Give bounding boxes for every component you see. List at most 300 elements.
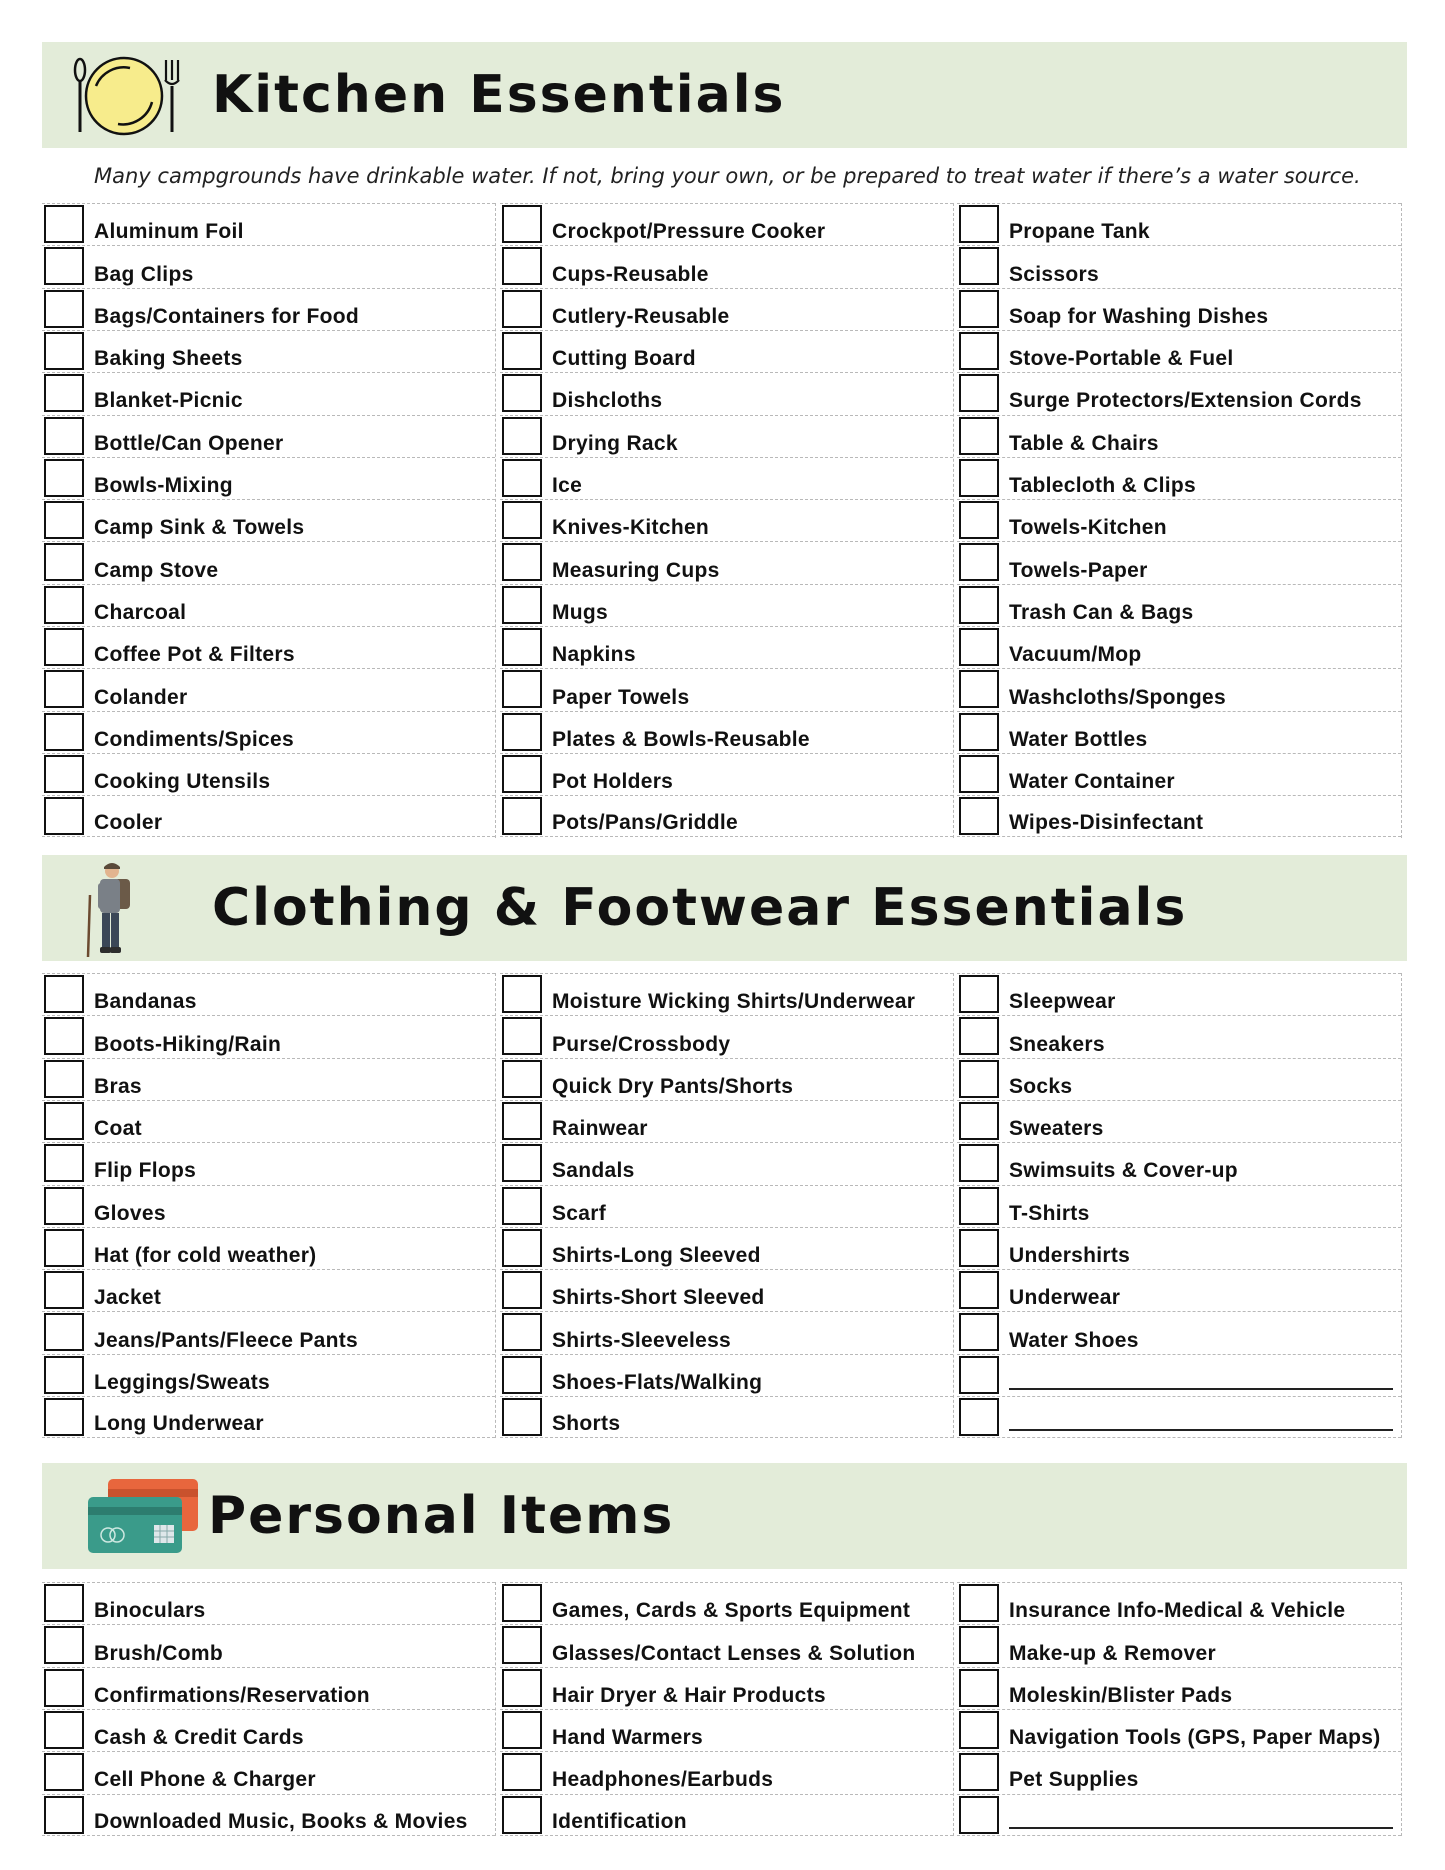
checklist-row — [957, 1667, 1401, 1709]
checklist-item-label: Camp Stove — [94, 558, 219, 582]
checklist-row — [42, 1582, 495, 1624]
checklist-row — [42, 1269, 495, 1311]
checklist-row — [42, 1100, 495, 1142]
checkbox[interactable] — [959, 1017, 999, 1055]
checklist-item-label: Paper Towels — [552, 685, 690, 709]
checkbox[interactable] — [502, 1313, 542, 1351]
checklist-item-label: Make-up & Remover — [1009, 1641, 1216, 1665]
checklist-item-label: Flip Flops — [94, 1159, 197, 1183]
checklist-item-label: Surge Protectors/Extension Cords — [1009, 389, 1362, 413]
checkbox[interactable] — [959, 417, 999, 455]
checkbox[interactable] — [959, 459, 999, 497]
checklist-column-1 — [42, 203, 496, 838]
checklist-row — [957, 1396, 1401, 1438]
checklist-row — [957, 1582, 1401, 1624]
checklist-row — [42, 626, 495, 668]
checklist-item-label: Jeans/Pants/Fleece Pants — [94, 1328, 358, 1352]
checklist-row — [500, 711, 953, 753]
checklist-item-label: Undershirts — [1009, 1244, 1131, 1268]
checklist-row — [42, 1624, 495, 1666]
checkbox[interactable] — [44, 1626, 84, 1664]
blank-write-in-line[interactable] — [1009, 1388, 1393, 1390]
checklist-item-label: Swimsuits & Cover-up — [1009, 1159, 1238, 1183]
checkbox[interactable] — [502, 1711, 542, 1749]
checkbox[interactable] — [959, 628, 999, 666]
checklist-column-2 — [500, 973, 954, 1438]
checkbox[interactable] — [502, 1229, 542, 1267]
checklist-item-label: Wipes-Disinfectant — [1009, 811, 1204, 835]
checkbox[interactable] — [959, 1626, 999, 1664]
checklist-item-label: Stove-Portable & Fuel — [1009, 347, 1234, 371]
checkbox[interactable] — [502, 417, 542, 455]
checklist-row — [957, 1058, 1401, 1100]
checkbox[interactable] — [44, 290, 84, 328]
checklist-item-label: Coffee Pot & Filters — [94, 643, 295, 667]
checklist-row — [500, 203, 953, 245]
checklist-row — [500, 973, 953, 1015]
checklist-row — [500, 372, 953, 414]
checkbox[interactable] — [44, 247, 84, 285]
checklist-row — [500, 584, 953, 626]
checkbox[interactable] — [959, 1102, 999, 1140]
checklist-item-label: Napkins — [552, 643, 636, 667]
checkbox[interactable] — [502, 501, 542, 539]
checkbox[interactable] — [502, 1398, 542, 1436]
checklist-row — [42, 584, 495, 626]
checkbox[interactable] — [959, 1060, 999, 1098]
checklist-item-label: Headphones/Earbuds — [552, 1768, 774, 1792]
checklist-row — [957, 753, 1401, 795]
checkbox[interactable] — [502, 1753, 542, 1791]
checklist-item-label: Bottle/Can Opener — [94, 431, 284, 455]
checklist-row — [42, 1354, 495, 1396]
checkbox[interactable] — [502, 975, 542, 1013]
checklist-item-label: Scissors — [1009, 262, 1099, 286]
checkbox[interactable] — [502, 205, 542, 243]
checklist-item-label: Pots/Pans/Griddle — [552, 811, 738, 835]
checkbox[interactable] — [959, 205, 999, 243]
checklist-row — [500, 753, 953, 795]
checklist-row — [957, 1227, 1401, 1269]
checklist-row — [957, 203, 1401, 245]
checklist-row — [42, 795, 495, 837]
checkbox[interactable] — [502, 1187, 542, 1225]
checklist-item-label: Dishcloths — [552, 389, 663, 413]
checklist-item-label: Propane Tank — [1009, 220, 1150, 244]
checklist-item-label: Leggings/Sweats — [94, 1370, 271, 1394]
checkbox[interactable] — [44, 586, 84, 624]
checklist-item-label: Moisture Wicking Shirts/Underwear — [552, 990, 916, 1014]
checklist-item-label: Shoes-Flats/Walking — [552, 1370, 763, 1394]
checklist-row — [500, 1709, 953, 1751]
checklist-item-label: Cell Phone & Charger — [94, 1768, 316, 1792]
checkbox[interactable] — [502, 1796, 542, 1834]
checklist-item-label: Boots-Hiking/Rain — [94, 1032, 282, 1056]
checklist-item-label: Cups-Reusable — [552, 262, 709, 286]
checkbox[interactable] — [502, 1060, 542, 1098]
checkbox[interactable] — [44, 1669, 84, 1707]
checklist-item-label: Cooler — [94, 811, 163, 835]
checklist-row — [500, 1751, 953, 1793]
checkbox[interactable] — [959, 247, 999, 285]
personal-title: Personal Items — [208, 1486, 675, 1546]
checklist-item-label: Brush/Comb — [94, 1641, 223, 1665]
checkbox[interactable] — [502, 247, 542, 285]
checkbox[interactable] — [959, 1144, 999, 1182]
checklist-row — [500, 288, 953, 330]
checkbox[interactable] — [44, 332, 84, 370]
checklist-row — [957, 415, 1401, 457]
checklist-item-label: Sweaters — [1009, 1117, 1104, 1141]
checklist-item-label: Towels-Kitchen — [1009, 516, 1167, 540]
kitchen-checklist — [42, 203, 1402, 838]
checklist-row — [957, 1142, 1401, 1184]
checklist-row — [500, 1058, 953, 1100]
checkbox[interactable] — [502, 1669, 542, 1707]
checklist-row — [957, 1185, 1401, 1227]
checkbox[interactable] — [44, 501, 84, 539]
checklist-row — [42, 1227, 495, 1269]
checklist-row — [42, 1794, 495, 1836]
checkbox[interactable] — [502, 459, 542, 497]
checkbox[interactable] — [959, 1229, 999, 1267]
kitchen-banner — [42, 42, 1407, 148]
checkbox[interactable] — [959, 1313, 999, 1351]
checkbox[interactable] — [44, 1060, 84, 1098]
checklist-row — [500, 1269, 953, 1311]
checklist-row — [500, 330, 953, 372]
checklist-row — [500, 1794, 953, 1836]
checklist-item-label: Sleepwear — [1009, 990, 1116, 1014]
checklist-column-3 — [957, 1582, 1402, 1836]
checklist-item-label: Scarf — [552, 1201, 607, 1225]
checkbox[interactable] — [502, 332, 542, 370]
checkbox[interactable] — [44, 1229, 84, 1267]
checkbox[interactable] — [44, 1356, 84, 1394]
checkbox[interactable] — [959, 713, 999, 751]
checklist-item-label: Water Container — [1009, 770, 1175, 794]
checklist-row — [500, 1354, 953, 1396]
checklist-row — [42, 1667, 495, 1709]
checklist-row — [500, 668, 953, 710]
checklist-row — [957, 973, 1401, 1015]
checkbox[interactable] — [502, 628, 542, 666]
checklist-item-label: Rainwear — [552, 1117, 648, 1141]
checklist-row — [42, 457, 495, 499]
checklist-item-label: Glasses/Contact Lenses & Solution — [552, 1641, 916, 1665]
checkbox[interactable] — [44, 1271, 84, 1309]
checkbox[interactable] — [44, 543, 84, 581]
checklist-row — [42, 330, 495, 372]
checkbox[interactable] — [959, 1398, 999, 1436]
checklist-row — [42, 1396, 495, 1438]
checklist-row — [957, 584, 1401, 626]
checklist-item-label: Water Bottles — [1009, 727, 1148, 751]
personal-checklist — [42, 1582, 1402, 1836]
checklist-item-label: Trash Can & Bags — [1009, 600, 1194, 624]
checklist-item-label: Cash & Credit Cards — [94, 1726, 304, 1750]
checklist-item-label: Hat (for cold weather) — [94, 1244, 317, 1268]
checklist-item-label: Socks — [1009, 1074, 1073, 1098]
checklist-item-label: Purse/Crossbody — [552, 1032, 731, 1056]
checkbox[interactable] — [44, 1313, 84, 1351]
checklist-item-label: Underwear — [1009, 1286, 1121, 1310]
checklist-item-label: Quick Dry Pants/Shorts — [552, 1074, 794, 1098]
checkbox[interactable] — [44, 1711, 84, 1749]
checkbox[interactable] — [959, 755, 999, 793]
checklist-item-label: Shorts — [552, 1412, 621, 1436]
checklist-row — [957, 1354, 1401, 1396]
checklist-row — [42, 668, 495, 710]
checklist-row — [500, 626, 953, 668]
checklist-item-label: Coat — [94, 1117, 142, 1141]
checkbox[interactable] — [502, 797, 542, 835]
checkbox[interactable] — [44, 1187, 84, 1225]
checkbox[interactable] — [44, 1017, 84, 1055]
checklist-item-label: Washcloths/Sponges — [1009, 685, 1226, 709]
checklist-item-label: Aluminum Foil — [94, 220, 244, 244]
checklist-item-label: Binoculars — [94, 1599, 206, 1623]
checklist-row — [500, 1667, 953, 1709]
checkbox[interactable] — [502, 1584, 542, 1622]
checklist-item-label: Moleskin/Blister Pads — [1009, 1683, 1233, 1707]
checkbox[interactable] — [959, 1187, 999, 1225]
hiker-icon — [82, 859, 138, 963]
checklist-item-label: Blanket-Picnic — [94, 389, 243, 413]
checkbox[interactable] — [502, 1271, 542, 1309]
checklist-item-label: Insurance Info-Medical & Vehicle — [1009, 1599, 1346, 1623]
blank-write-in-line[interactable] — [1009, 1827, 1393, 1829]
checkbox[interactable] — [502, 1356, 542, 1394]
checklist-item-label: Soap for Washing Dishes — [1009, 304, 1269, 328]
checklist-item-label: Condiments/Spices — [94, 727, 294, 751]
checkbox[interactable] — [959, 1271, 999, 1309]
checklist-row — [957, 1269, 1401, 1311]
checklist-item-label: Bras — [94, 1074, 142, 1098]
checklist-row — [42, 1751, 495, 1793]
checklist-item-label: Sandals — [552, 1159, 635, 1183]
checklist-item-label: Cutlery-Reusable — [552, 304, 730, 328]
checklist-item-label: Gloves — [94, 1201, 166, 1225]
checklist-row — [957, 1100, 1401, 1142]
checklist-item-label: Shirts-Long Sleeved — [552, 1244, 761, 1268]
checkbox[interactable] — [44, 1796, 84, 1834]
checkbox[interactable] — [44, 755, 84, 793]
checkbox[interactable] — [44, 1144, 84, 1182]
checklist-column-1 — [42, 1582, 496, 1836]
checkbox[interactable] — [959, 374, 999, 412]
checklist-item-label: Shirts-Short Sleeved — [552, 1286, 765, 1310]
checkbox[interactable] — [502, 374, 542, 412]
checkbox[interactable] — [959, 1584, 999, 1622]
checkbox[interactable] — [959, 501, 999, 539]
checklist-item-label: Confirmations/Reservation — [94, 1683, 370, 1707]
personal-banner — [42, 1463, 1407, 1569]
checklist-row — [42, 245, 495, 287]
checklist-item-label: Cutting Board — [552, 347, 696, 371]
checklist-row — [42, 1015, 495, 1057]
checklist-row — [42, 541, 495, 583]
checklist-item-label: Ice — [552, 474, 583, 498]
checklist-row — [500, 1624, 953, 1666]
checkbox[interactable] — [44, 417, 84, 455]
checkbox[interactable] — [502, 1017, 542, 1055]
checklist-row — [957, 1794, 1401, 1836]
checklist-row — [500, 415, 953, 457]
checkbox[interactable] — [44, 797, 84, 835]
checklist-row — [957, 1751, 1401, 1793]
checklist-item-label: Hand Warmers — [552, 1726, 704, 1750]
checkbox[interactable] — [959, 543, 999, 581]
checkbox[interactable] — [44, 374, 84, 412]
checkbox[interactable] — [44, 459, 84, 497]
checklist-item-label: Baking Sheets — [94, 347, 243, 371]
checklist-item-label: Tablecloth & Clips — [1009, 474, 1197, 498]
checkbox[interactable] — [44, 1584, 84, 1622]
checklist-item-label: Cooking Utensils — [94, 770, 271, 794]
checklist-row — [957, 288, 1401, 330]
checklist-item-label: Colander — [94, 685, 188, 709]
checklist-row — [957, 1624, 1401, 1666]
blank-write-in-line[interactable] — [1009, 1429, 1393, 1431]
credit-cards-icon — [88, 1477, 200, 1561]
checklist-row — [957, 795, 1401, 837]
checkbox[interactable] — [44, 628, 84, 666]
checklist-item-label: Hair Dryer & Hair Products — [552, 1683, 826, 1707]
checkbox[interactable] — [502, 670, 542, 708]
checkbox[interactable] — [959, 975, 999, 1013]
checklist-row — [957, 457, 1401, 499]
water-note: Many campgrounds have drinkable water. If not, bring your own, or be prepared to treat water if there’s a water source. — [94, 164, 1361, 188]
checkbox[interactable] — [959, 290, 999, 328]
checkbox[interactable] — [44, 975, 84, 1013]
checkbox[interactable] — [502, 755, 542, 793]
checklist-row — [500, 1142, 953, 1184]
checklist-item-label: Pet Supplies — [1009, 1768, 1139, 1792]
checkbox[interactable] — [502, 1626, 542, 1664]
checklist-row — [500, 1185, 953, 1227]
checklist-item-label: Vacuum/Mop — [1009, 643, 1142, 667]
checklist-row — [957, 1015, 1401, 1057]
checkbox[interactable] — [502, 543, 542, 581]
checklist-item-label: Navigation Tools (GPS, Paper Maps) — [1009, 1726, 1381, 1750]
checklist-item-label: Long Underwear — [94, 1412, 264, 1436]
checklist-row — [42, 288, 495, 330]
checkbox[interactable] — [959, 1753, 999, 1791]
checklist-row — [42, 1058, 495, 1100]
checkbox[interactable] — [959, 586, 999, 624]
checklist-row — [42, 711, 495, 753]
checklist-item-label: Mugs — [552, 600, 609, 624]
checkbox[interactable] — [44, 1398, 84, 1436]
checklist-row — [500, 1396, 953, 1438]
checkbox[interactable] — [502, 1144, 542, 1182]
checklist-row — [957, 626, 1401, 668]
checklist-row — [957, 541, 1401, 583]
checklist-row — [957, 1311, 1401, 1353]
checkbox[interactable] — [44, 1102, 84, 1140]
checkbox[interactable] — [502, 290, 542, 328]
checklist-row — [500, 1100, 953, 1142]
checkbox[interactable] — [959, 1669, 999, 1707]
checklist-item-label: Identification — [552, 1809, 687, 1833]
checklist-item-label: Shirts-Sleeveless — [552, 1328, 732, 1352]
checkbox[interactable] — [959, 332, 999, 370]
checklist-column-2 — [500, 203, 954, 838]
checklist-row — [957, 245, 1401, 287]
checklist-row — [42, 1142, 495, 1184]
checklist-column-1 — [42, 973, 496, 1438]
clothing-checklist — [42, 973, 1402, 1438]
checklist-row — [42, 973, 495, 1015]
plate-fork-spoon-icon — [70, 54, 180, 142]
checklist-row — [42, 1185, 495, 1227]
checkbox[interactable] — [44, 713, 84, 751]
checklist-row — [957, 1709, 1401, 1751]
checkbox[interactable] — [44, 205, 84, 243]
checkbox[interactable] — [502, 1102, 542, 1140]
checklist-column-3 — [957, 973, 1402, 1438]
checklist-item-label: Jacket — [94, 1286, 162, 1310]
checkbox[interactable] — [959, 1356, 999, 1394]
checkbox[interactable] — [959, 797, 999, 835]
checklist-item-label: T-Shirts — [1009, 1201, 1090, 1225]
checkbox[interactable] — [44, 670, 84, 708]
checklist-row — [42, 372, 495, 414]
checklist-item-label: Drying Rack — [552, 431, 678, 455]
checklist-item-label: Crockpot/Pressure Cooker — [552, 220, 826, 244]
checklist-column-2 — [500, 1582, 954, 1836]
checklist-row — [500, 1015, 953, 1057]
checklist-item-label: Towels-Paper — [1009, 558, 1148, 582]
checklist-row — [500, 457, 953, 499]
checklist-item-label: Sneakers — [1009, 1032, 1105, 1056]
checklist-item-label: Camp Sink & Towels — [94, 516, 305, 540]
checklist-item-label: Table & Chairs — [1009, 431, 1159, 455]
clothing-title: Clothing & Footwear Essentials — [212, 878, 1188, 938]
checkbox[interactable] — [959, 670, 999, 708]
checklist-item-label: Bowls-Mixing — [94, 474, 233, 498]
checklist-row — [500, 1311, 953, 1353]
checklist-row — [500, 795, 953, 837]
checkbox[interactable] — [959, 1711, 999, 1749]
checklist-row — [957, 372, 1401, 414]
kitchen-title: Kitchen Essentials — [212, 65, 786, 125]
checklist-item-label: Games, Cards & Sports Equipment — [552, 1599, 911, 1623]
checklist-item-label: Plates & Bowls-Reusable — [552, 727, 810, 751]
checklist-row — [957, 668, 1401, 710]
checklist-item-label: Downloaded Music, Books & Movies — [94, 1809, 468, 1833]
checkbox[interactable] — [502, 586, 542, 624]
checklist-row — [957, 499, 1401, 541]
checklist-item-label: Bag Clips — [94, 262, 194, 286]
checklist-item-label: Measuring Cups — [552, 558, 720, 582]
checklist-row — [500, 499, 953, 541]
checklist-item-label: Pot Holders — [552, 770, 674, 794]
checkbox[interactable] — [959, 1796, 999, 1834]
clothing-banner — [42, 855, 1407, 961]
checklist-row — [42, 415, 495, 457]
checklist-row — [42, 1709, 495, 1751]
checklist-item-label: Knives-Kitchen — [552, 516, 710, 540]
checklist-row — [500, 245, 953, 287]
checklist-row — [500, 1227, 953, 1269]
checkbox[interactable] — [44, 1753, 84, 1791]
checklist-row — [957, 711, 1401, 753]
checkbox[interactable] — [502, 713, 542, 751]
checklist-item-label: Bandanas — [94, 990, 197, 1014]
checklist-row — [500, 1582, 953, 1624]
